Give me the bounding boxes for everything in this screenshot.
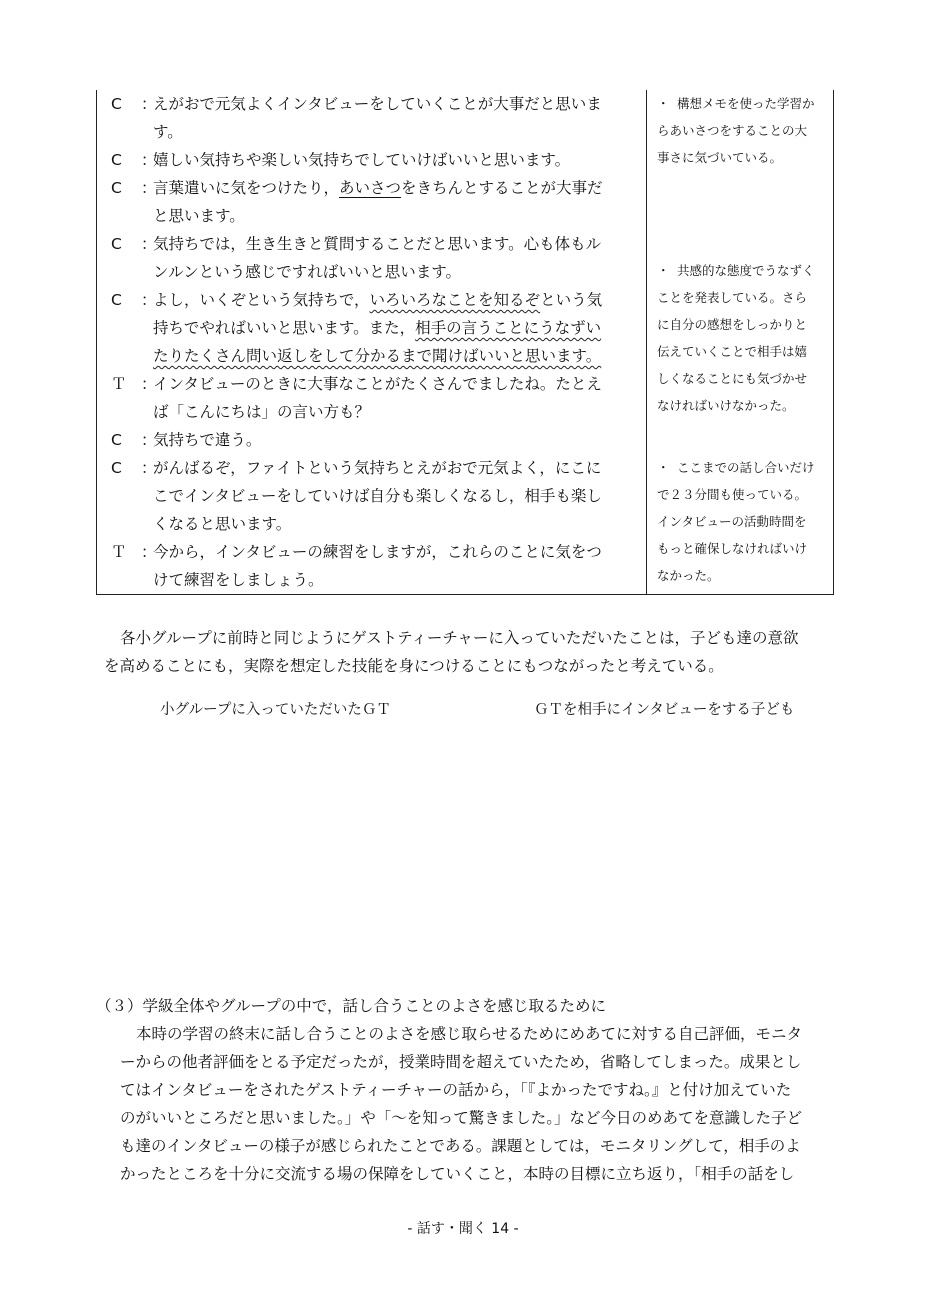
body-paragraph-line: ーからの他者評価をとる予定だったが，授業時間を超えていたため，省略してしまった。成果とし xyxy=(120,1053,802,1071)
photo-caption-left: 小グループに入っていただいたＧＴ xyxy=(160,702,391,718)
transcript-line xyxy=(97,90,657,118)
transcript-line xyxy=(97,566,657,594)
utterance-text: こでインタビューをしていけば自分も楽しくなるし，相手も楽し xyxy=(153,487,602,505)
body-paragraph-line: も達のインタビューの様子が感じられたことである。課題としては，モニタリングして，相手のよ xyxy=(120,1137,801,1155)
body-paragraph-line: 本時の学習の終末に話し合うことのよさを感じ取らせるためにめあてに対する自己評価，モニタ xyxy=(136,1025,803,1043)
utterance-text: 持ちでやればいいと思います。また， xyxy=(153,319,416,337)
colon: ： xyxy=(141,459,157,477)
note-line: なければいけなかった。 xyxy=(657,398,795,413)
transcript-line xyxy=(97,202,657,230)
note-line: なかった。 xyxy=(657,568,720,583)
utterance-text: 気持ちで違う。 xyxy=(153,431,262,449)
teacher-note xyxy=(657,257,835,419)
utterance-text xyxy=(153,174,603,202)
speaker-label: C xyxy=(111,459,122,477)
note-bullet: ・ xyxy=(657,460,670,475)
transcript-line xyxy=(97,230,657,258)
utterance-text: 嬉しい気持ちや楽しい気持ちでしていけばいいと思います。 xyxy=(153,151,571,169)
body-paragraph-line: 各小グループに前時と同じようにゲストティーチャーに入っていただいたことは，子ども達の意欲 xyxy=(120,629,799,647)
colon: ： xyxy=(141,179,157,197)
photo-caption-right: ＧＴを相手にインタビューをする子ども xyxy=(534,702,795,718)
utterance-text: 言葉遣いに気をつけたり， xyxy=(153,179,340,197)
transcript-line xyxy=(97,342,657,370)
utterance-text: という気 xyxy=(540,291,603,309)
colon: ： xyxy=(141,291,157,309)
colon: ： xyxy=(141,431,157,449)
note-line: ここまでの話し合いだけ xyxy=(677,460,815,475)
transcript-line xyxy=(97,398,657,426)
speaker-label: C xyxy=(111,95,122,113)
transcript-line xyxy=(97,482,657,510)
transcript-line xyxy=(97,426,657,454)
transcript-line xyxy=(97,370,657,398)
note-line: 伝えていくことで相手は嬉 xyxy=(657,344,808,359)
wavy-underlined-phrase: 相手の言うことにうなずい xyxy=(415,319,602,337)
note-bullet: ・ xyxy=(657,96,670,111)
utterance-text: よし，いくぞという気持ちで， xyxy=(153,291,370,309)
utterance-text: 気持ちでは，生き生きと質問することだと思います。心も体もル xyxy=(153,235,602,253)
colon: ： xyxy=(141,95,157,113)
note-line: らあいさつをすることの大 xyxy=(657,123,808,138)
transcript-line xyxy=(97,510,657,538)
note-line: 事さに気づいている。 xyxy=(657,150,783,165)
body-paragraph-line: かったところを十分に交流する場の保障をしていくこと，本時の目標に立ち返り，「相手の話をし xyxy=(120,1165,795,1183)
colon: ： xyxy=(141,151,157,169)
transcript-line xyxy=(97,146,657,174)
utterance-text: す。 xyxy=(153,123,183,141)
wavy-underlined-phrase: たりたくさん問い返しをして分かるまで聞けばいいと思います。 xyxy=(153,347,602,365)
section-heading: （３）学級全体やグループの中で，話し合うことのよさを感じ取るために xyxy=(96,997,606,1015)
wavy-underlined-phrase: いろいろなことを知るぞ xyxy=(369,291,541,309)
teacher-note xyxy=(657,454,835,589)
note-line: で２３分間も使っている。 xyxy=(657,487,808,502)
transcript-table xyxy=(96,90,834,595)
speaker-label: C xyxy=(111,431,122,449)
utterance-text: ば「こんにちは」の言い方も？ xyxy=(153,403,371,421)
colon: ： xyxy=(141,235,157,253)
speaker-label: Ｔ xyxy=(111,375,127,393)
utterance-text: ンルンという感じですればいいと思います。 xyxy=(153,263,461,281)
utterance-text: けて練習をしましょう。 xyxy=(153,571,324,589)
note-line: 共感的な態度でうなずく xyxy=(677,263,815,278)
transcript-line xyxy=(97,174,657,202)
utterance-text: がんばるぞ，ファイトという気持ちとえがおで元気よく，にこに xyxy=(153,459,602,477)
speaker-label: Ｔ xyxy=(111,543,127,561)
body-paragraph-line: てはインタビューをされたゲストティーチャーの話から，「『よかったですね。』と付け加えていた xyxy=(120,1081,792,1099)
utterance-text: くなると思います。 xyxy=(153,515,292,533)
speaker-label: C xyxy=(111,151,122,169)
utterance-text: えがおで元気よくインタビューをしていくことが大事だと思いま xyxy=(153,95,602,113)
transcript-line xyxy=(97,538,657,566)
note-bullet: ・ xyxy=(657,263,670,278)
transcript-line xyxy=(97,118,657,146)
utterance-text: 今から，インタビューの練習をしますが，これらのことに気をつ xyxy=(153,543,602,561)
note-line: ことを発表している。さら xyxy=(657,290,808,305)
utterance-text: インタビューのときに大事なことがたくさんでましたね。たとえ xyxy=(153,375,602,393)
note-line: に自分の感想をしっかりと xyxy=(657,317,808,332)
transcript-line xyxy=(97,286,657,314)
utterance-text: と思います。 xyxy=(153,207,245,225)
speaker-label: C xyxy=(111,179,122,197)
note-line: もっと確保しなければいけ xyxy=(657,541,808,556)
transcript-line xyxy=(97,258,657,286)
utterance-text xyxy=(153,314,601,342)
body-paragraph-line: を高めることにも，実際を想定した技能を身につけることにもつながったと考えている。 xyxy=(104,657,724,675)
note-line: しくなることにも気づかせ xyxy=(657,371,808,386)
utterance-text: をきちんとすることが大事だ xyxy=(401,179,603,197)
speaker-label: C xyxy=(111,291,122,309)
teacher-note xyxy=(657,90,835,171)
speaker-label: C xyxy=(111,235,122,253)
colon: ： xyxy=(141,375,157,393)
underlined-phrase: あいさつ xyxy=(339,179,402,197)
colon: ： xyxy=(141,543,157,561)
body-paragraph-line: のがいいところだと思いました。」や「～を知って驚きました。」など今日のめあてを意識した子ど xyxy=(120,1109,803,1127)
note-line: 構想メモを使った学習か xyxy=(677,96,815,111)
note-line: インタビューの活動時間を xyxy=(657,514,807,529)
utterance-text xyxy=(153,286,602,314)
transcript-line xyxy=(97,314,657,342)
transcript-line xyxy=(97,454,657,482)
page-footer: - 話す・聞く 14 - xyxy=(407,1221,519,1237)
